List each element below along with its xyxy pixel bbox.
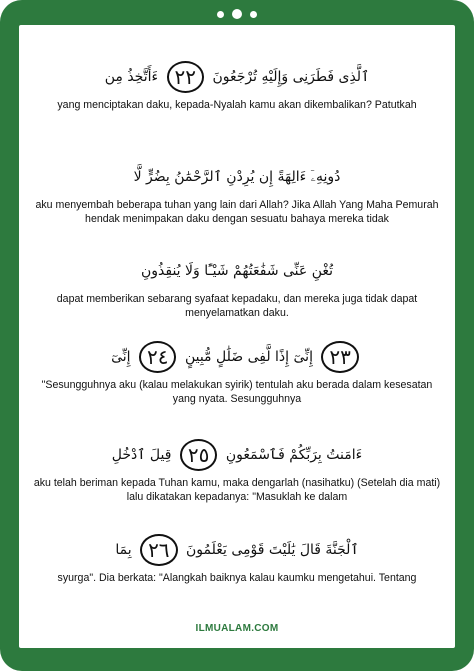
ayah-marker: ٢٥ <box>180 439 217 471</box>
arabic-line <box>19 335 455 379</box>
site-watermark[interactable]: ILMUALAM.COM <box>195 623 279 634</box>
verse-block <box>19 335 455 406</box>
translation-text: yang menciptakan daku, kepada-Nyalah kamu akan dikembalikan? Patutkah <box>57 99 417 111</box>
verse-block <box>19 249 455 320</box>
verse-block <box>19 433 455 504</box>
ayah-marker: ٢٣ <box>321 341 358 373</box>
ayah-marker: ٢٤ <box>139 341 176 373</box>
arabic-text: قِيلَ ٱدْخُلِ <box>111 447 172 463</box>
verse-block <box>19 55 455 113</box>
page <box>19 25 455 648</box>
dot-icon <box>217 11 224 18</box>
arabic-text: إِنِّىٓ <box>111 349 131 365</box>
translation-text: "Sesungguhnya aku (kalau melakukan syirik) tentulah aku berada dalam kesesatan yang nyata. Sesungguhnya <box>41 379 433 405</box>
dot-icon <box>232 9 242 19</box>
translation-text: aku telah beriman kepada Tuhan kamu, maka dengarlah (nasihatku) (Setelah dia mati) lalu dikatakan kepadanya: "Masuklah ke dalam <box>33 477 441 503</box>
arabic-text: ءَامَنتُ بِرَبِّكُمْ فَٱسْمَعُونِ <box>225 447 363 463</box>
arabic-text: ٱلَّذِى فَطَرَنِى وَإِلَيْهِ تُرْجَعُونَ <box>212 69 370 85</box>
arabic-line <box>19 528 455 572</box>
arabic-text: دُونِهِۦٓ ءَالِهَةً إِن يُرِدْنِ ٱلرَّحْمَٰنُ بِضُرٍّ لَّا <box>133 169 341 185</box>
ayah-marker: ٢٦ <box>140 534 177 566</box>
arabic-text: تُغْنِ عَنِّى شَفَٰعَتُهُمْ شَيْـًٔا وَلَا يُنقِذُونِ <box>140 263 334 279</box>
arabic-line <box>19 433 455 477</box>
translation-text: dapat memberikan sebarang syafaat kepadaku, dan mereka juga tidak dapat menyelamatkan daku. <box>56 293 418 319</box>
camera-dots <box>0 7 474 21</box>
arabic-line <box>19 55 455 99</box>
arabic-text: إِنِّىٓ إِذًا لَّفِى ضَلَٰلٍ مُّبِينٍ <box>184 349 313 365</box>
arabic-text: ءَأَتَّخِذُ مِن <box>104 69 159 85</box>
arabic-text: ٱلْجَنَّةَ قَالَ يَٰلَيْتَ قَوْمِى يَعْلَمُونَ <box>186 542 359 558</box>
arabic-line <box>19 155 455 199</box>
translation-text: aku menyembah beberapa tuhan yang lain dari Allah? Jika Allah Yang Maha Pemurah hendak menimpakan daku dengan sesuatu bahaya mereka tidak <box>35 199 439 225</box>
verse-block <box>19 528 455 586</box>
ayah-marker: ٢٢ <box>167 61 204 93</box>
arabic-text: بِمَا <box>115 542 132 558</box>
translation-text: syurga". Dia berkata: "Alangkah baiknya kalau kaumku mengetahui. Tentang <box>57 572 417 584</box>
verse-block <box>19 155 455 226</box>
arabic-line <box>19 249 455 293</box>
dot-icon <box>250 11 257 18</box>
